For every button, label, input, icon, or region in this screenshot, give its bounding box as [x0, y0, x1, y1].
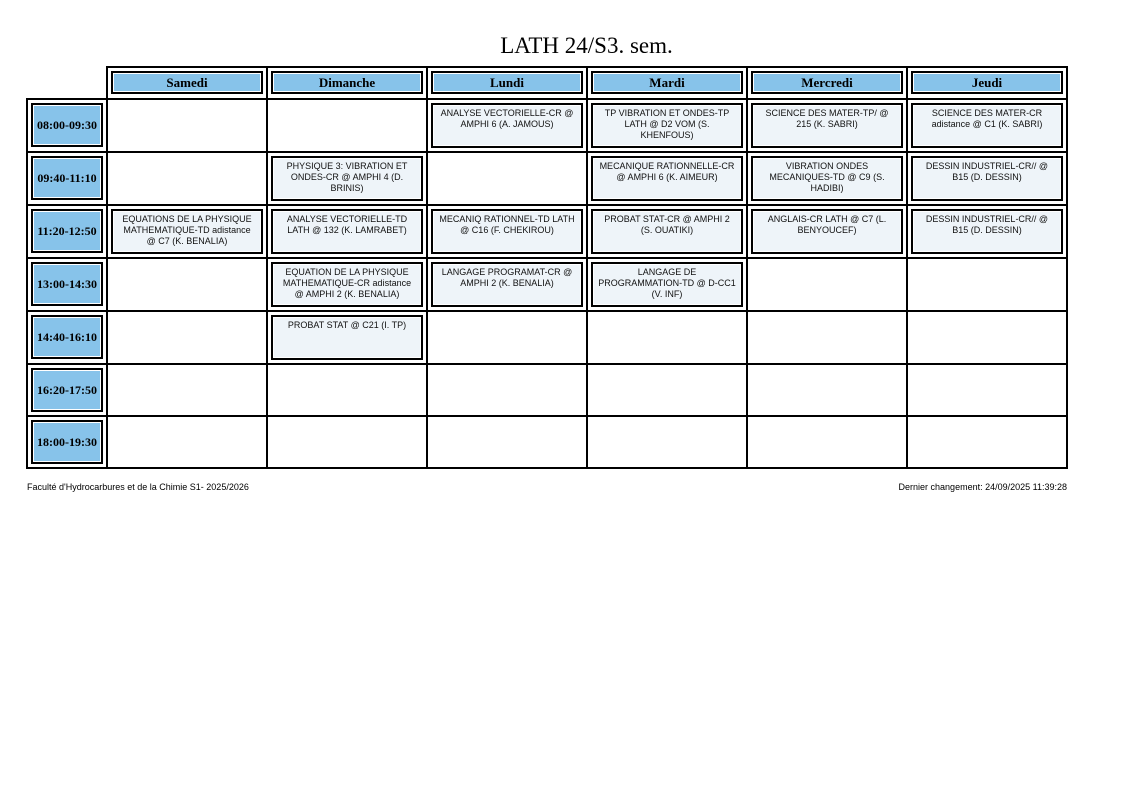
- schedule-cell: [427, 205, 587, 258]
- schedule-cell: [747, 258, 907, 311]
- time-slot-label: 11:20-12:50: [31, 209, 103, 253]
- schedule-cell: [907, 416, 1067, 468]
- schedule-cell: [267, 364, 427, 416]
- class-session: DESSIN INDUSTRIEL-CR// @ B15 (D. DESSIN): [911, 209, 1063, 254]
- schedule-cell: [747, 364, 907, 416]
- schedule-cell: [907, 205, 1067, 258]
- class-session: SCIENCE DES MATER-CR adistance @ C1 (K. SABRI): [911, 103, 1063, 148]
- class-session: ANGLAIS-CR LATH @ C7 (L. BENYOUCEF): [751, 209, 903, 254]
- class-session: SCIENCE DES MATER-TP/ @ 215 (K. SABRI): [751, 103, 903, 148]
- schedule-cell: [907, 311, 1067, 364]
- schedule-cell: [107, 99, 267, 152]
- class-session: PROBAT STAT-CR @ AMPHI 2 (S. OUATIKI): [591, 209, 743, 254]
- schedule-cell: [907, 364, 1067, 416]
- schedule-cell: [587, 364, 747, 416]
- schedule-cell: [907, 152, 1067, 205]
- schedule-cell: [267, 258, 427, 311]
- time-slot-label: 08:00-09:30: [31, 103, 103, 147]
- time-slot-row: [27, 152, 1067, 205]
- schedule-cell: [747, 416, 907, 468]
- schedule-cell: [427, 152, 587, 205]
- time-slot-label: 09:40-11:10: [31, 156, 103, 200]
- day-header-lundi: Lundi: [431, 71, 583, 94]
- schedule-cell: [267, 205, 427, 258]
- time-slot-label: 18:00-19:30: [31, 420, 103, 464]
- footer-last-change: Dernier changement: 24/09/2025 11:39:28: [898, 482, 1067, 492]
- class-session: PROBAT STAT @ C21 (I. TP): [271, 315, 423, 360]
- schedule-cell: [427, 416, 587, 468]
- class-session: EQUATIONS DE LA PHYSIQUE MATHEMATIQUE-TD adistance @ C7 (K. BENALIA): [111, 209, 263, 254]
- day-header-samedi: Samedi: [111, 71, 263, 94]
- time-slot-row: [27, 416, 1067, 468]
- schedule-cell: [747, 99, 907, 152]
- schedule-cell: [587, 205, 747, 258]
- class-session: ANALYSE VECTORIELLE-CR @ AMPHI 6 (A. JAMOUS): [431, 103, 583, 148]
- day-header-mardi: Mardi: [591, 71, 743, 94]
- schedule-cell: [587, 416, 747, 468]
- schedule-cell: [107, 258, 267, 311]
- schedule-cell: [267, 99, 427, 152]
- schedule-cell: [587, 258, 747, 311]
- time-slot-row: [27, 99, 1067, 152]
- corner-cell: [27, 67, 107, 99]
- schedule-cell: [747, 311, 907, 364]
- header-row: [27, 67, 1067, 99]
- time-slot-row: [27, 205, 1067, 258]
- schedule-cell: [267, 311, 427, 364]
- time-slot-label: 14:40-16:10: [31, 315, 103, 359]
- schedule-cell: [907, 258, 1067, 311]
- schedule-cell: [107, 205, 267, 258]
- schedule-cell: [587, 152, 747, 205]
- schedule-cell: [907, 99, 1067, 152]
- time-slot-label: 16:20-17:50: [31, 368, 103, 412]
- day-header-mercredi: Mercredi: [751, 71, 903, 94]
- time-slot-label: 13:00-14:30: [31, 262, 103, 306]
- schedule-cell: [267, 416, 427, 468]
- schedule-cell: [427, 99, 587, 152]
- class-session: DESSIN INDUSTRIEL-CR// @ B15 (D. DESSIN): [911, 156, 1063, 201]
- class-session: PHYSIQUE 3: VIBRATION ET ONDES-CR @ AMPHI 4 (D. BRINIS): [271, 156, 423, 201]
- class-session: ANALYSE VECTORIELLE-TD LATH @ 132 (K. LAMRABET): [271, 209, 423, 254]
- class-session: LANGAGE DE PROGRAMMATION-TD @ D-CC1 (V. INF): [591, 262, 743, 307]
- schedule-cell: [267, 152, 427, 205]
- timetable: [26, 66, 1068, 469]
- schedule-cell: [747, 205, 907, 258]
- schedule-cell: [587, 311, 747, 364]
- schedule-cell: [107, 152, 267, 205]
- class-session: VIBRATION ONDES MECANIQUES-TD @ C9 (S. HADIBI): [751, 156, 903, 201]
- schedule-cell: [107, 311, 267, 364]
- schedule-cell: [427, 311, 587, 364]
- class-session: EQUATION DE LA PHYSIQUE MATHEMATIQUE-CR adistance @ AMPHI 2 (K. BENALIA): [271, 262, 423, 307]
- class-session: TP VIBRATION ET ONDES-TP LATH @ D2 VOM (S. KHENFOUS): [591, 103, 743, 148]
- schedule-cell: [427, 258, 587, 311]
- class-session: MECANIQUE RATIONNELLE-CR @ AMPHI 6 (K. AIMEUR): [591, 156, 743, 201]
- schedule-cell: [587, 99, 747, 152]
- time-slot-row: [27, 258, 1067, 311]
- footer-faculty: Faculté d'Hydrocarbures et de la Chimie S1- 2025/2026: [27, 482, 249, 492]
- time-slot-row: [27, 364, 1067, 416]
- class-session: MECANIQ RATIONNEL-TD LATH @ C16 (F. CHEKIROU): [431, 209, 583, 254]
- day-header-jeudi: Jeudi: [911, 71, 1063, 94]
- page-title: LATH 24/S3. sem.: [500, 33, 673, 58]
- schedule-cell: [747, 152, 907, 205]
- schedule-cell: [107, 416, 267, 468]
- schedule-cell: [107, 364, 267, 416]
- day-header-dimanche: Dimanche: [271, 71, 423, 94]
- class-session: LANGAGE PROGRAMAT-CR @ AMPHI 2 (K. BENALIA): [431, 262, 583, 307]
- time-slot-row: [27, 311, 1067, 364]
- schedule-cell: [427, 364, 587, 416]
